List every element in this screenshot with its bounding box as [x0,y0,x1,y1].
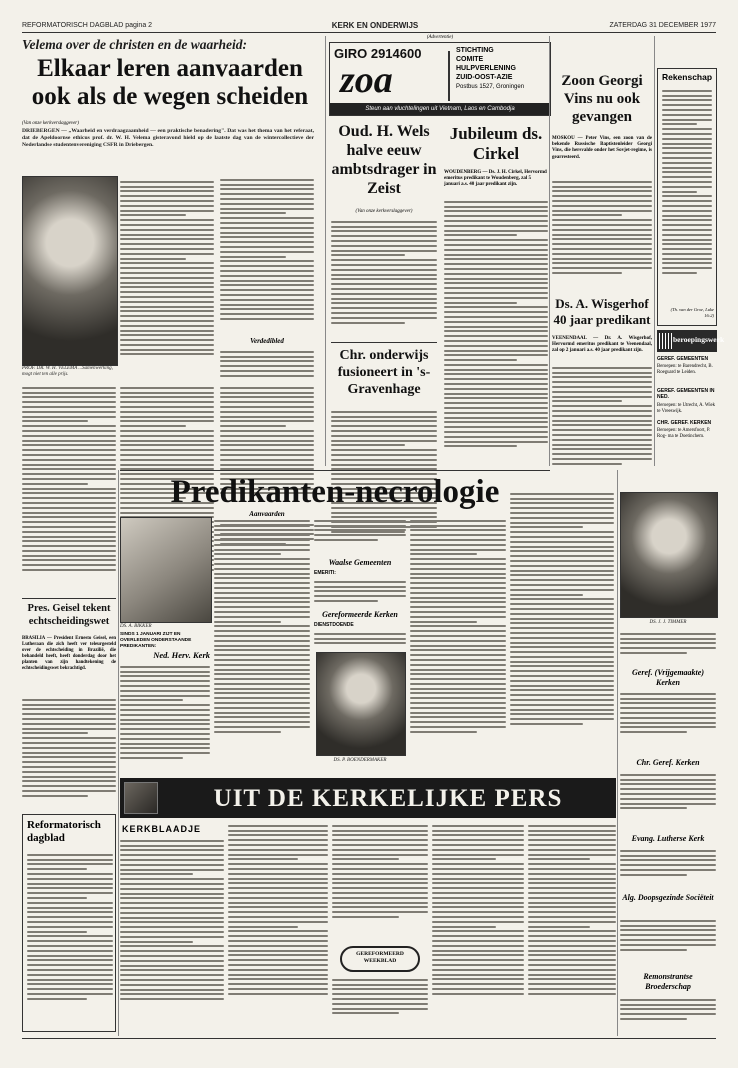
pers-col-5 [528,822,616,1034]
geisel-rule [22,598,116,599]
denomination-ned-herv: Ned. Herv. Kerk [153,650,210,660]
necrologie-col-1 [120,663,210,773]
jubileum-lead: WOUDENBERG — Ds. J. H. Cirkel, Hervormd emeritus predikant te Woudenberg, zal 5 januari a.s. 40 jaar predikant zijn. [444,170,547,188]
beroepingswerk-banner [657,330,725,352]
ad-line-1: STICHTING [456,47,494,54]
bikker-caption: DS. A. BIKKER [120,624,152,629]
lead-subhead-1: Verdedibled [250,337,284,345]
ad-giro: GIRO 2914600 [334,46,422,61]
necrologie-col-3c [314,630,406,650]
lead-column-1 [120,178,214,378]
geisel-body [22,696,116,810]
pers-banner [120,778,616,818]
necrologie-intro: SINDS 1 JANUARI ZIJT EN OVERLEDEN ONDERSTAANDE PREDIKANTEN: [120,632,192,649]
ad-label: (Advertentie) [426,35,454,40]
gereformeerd-weekblad-title: GEREFORMEERD WEEKBLAD [356,951,404,964]
beroeping-text-3: Beroepen: te Amersfoort, P. Rog- ma te Doetinchem. [657,428,711,439]
pers-col-3b [332,976,428,1034]
bikker-photo [120,517,212,623]
header-date: ZATERDAG 31 DECEMBER 1977 [609,22,716,29]
denomination-geref-kerken: Gereformeerde Kerken [322,610,398,619]
lead-byline: (Van onze kerkverslaggever) [22,121,79,126]
zoon-lead: MOSKOU — Peter Vins, een zoon van de bekende Russische Baptistenleider Georgi Vins, die hersvalde onder het Sovjet-regime, is gearresteerd. [552,136,652,160]
lead-intro: DRIEBERGEN — „Waarheid en verdraagzaamheid — een praktische benadering". Dat was het thema van het referaat, dat de Apeldoornse ethicus prof. dr. W. H. Velema gisteravond hield op de laatste dag van de wintercollectieve der Nederlandse studentenvereniging CSFR in Driebergen. [22,128,314,148]
denomination-lutherse: Evang. Lutherse Kerk [631,834,705,843]
wels-body [331,218,437,340]
rekenschap-title: Rekenschap [661,72,713,82]
pers-col-3 [332,822,428,942]
rd-info-box [22,814,116,1032]
denomination-doopsgezind: Alg. Doopsgezinde Sociëteit [622,893,714,902]
beroeping-text-1: Beroepen: te Barendrecht, B. Roeguard te Leiden. [657,364,713,375]
lead-kicker: Velema over de christen en de waarheid: [22,37,247,52]
wels-byline: (Van onze kerkverslaggever) [355,209,413,214]
necrologie-headline: Predikanten-necrologie [170,474,500,510]
rd-box-body [27,851,113,1027]
rekenschap-signature: (Th. van der Groe, Luke 16:2) [670,307,714,318]
zoa-advertisement [329,42,551,116]
wels-headline: Oud. H. Wels halve eeuw ambtsdrager in Zeist [331,123,437,197]
necrologie-col-6c [620,771,716,831]
boendermaker-caption: DS. P. BOENDERMAKER [333,758,387,763]
header-section: KERK EN ONDERWIJS [331,21,419,30]
column-rule [118,470,119,1036]
column-rule [654,36,655,466]
lead-column-2b [220,348,314,378]
ad-divider [448,51,450,101]
lead-subhead-2: Aanvaarden [249,510,285,518]
denomination-vrijgemaakt: Geref. (Vrijgemaakte) Kerken [632,668,704,687]
pers-col-4 [432,822,524,1034]
beroepingswerk-title: beroepingswerk [673,335,725,344]
timmer-photo [620,492,718,618]
wisgerhof-headline: Ds. A. Wisgerhof 40 jaar predikant [553,296,651,327]
wisgerhof-lead: VEENENDAAL — Dr. A. Wisgerhof, Hervormd emeritus predikant te Veenendaal, zal op 2 januari a.s. 40 jaar predikant zijn. [552,336,652,354]
rekenschap-body [662,87,712,305]
pers-col-1 [120,837,224,1033]
necrologie-col-2 [214,517,310,773]
necrologie-col-6e [620,917,716,969]
wisgerhof-body [552,364,652,484]
velema-caption: PROF. DR. W. H. VELEMA ...Samenwerking, mogt niet ten alle prijs. [22,366,113,377]
chr-headline: Chr. onderwijs fusioneert in 's-Gravenhage [337,348,431,397]
necrologie-col-6f [620,996,716,1036]
chr-rule [331,342,437,343]
necrologie-col-6a [620,630,716,666]
zoa-logo: zoa [340,59,393,101]
ad-line-4: ZUID-OOST-AZIE [456,74,513,81]
lead-column-2 [220,176,314,336]
denomination-chr-geref: Chr. Geref. Kerken [636,758,700,767]
beroeping-head-1: GEREF. GEMEENTEN [657,356,709,362]
denomination-remonstrant: Remonstrantse Broederschap [643,972,693,991]
kerkblaadje-title: KERKBLAADJE [122,824,202,834]
necrologie-col-5 [510,490,614,773]
beroeping-text-2: Beroepen: te Utrecht, A. Wiek te Vreeswijk. [657,403,716,414]
rd-box-title: Reformatorisch dagblad [27,819,101,844]
beroeping-head-2: GEREF. GEMEENTEN IN NED. [657,388,715,400]
rekenschap-box [657,68,717,326]
column-rule [549,36,550,466]
ad-line-5: Postbus 1527, Groningen [456,84,525,90]
velema-photo [22,176,118,366]
jubileum-body [444,198,548,484]
book-icon [659,333,673,349]
pers-banner-title: UIT DE KERKELIJKE PERS [213,785,563,812]
label-dienstdoende: DIENSTDOENDE [314,622,354,628]
timmer-caption: DS. J. J. TIMMER [649,620,687,625]
zoon-body [552,178,652,288]
header-rule [22,32,716,33]
necrologie-col-6b [620,690,716,756]
footer-rule [22,1038,716,1039]
beroeping-head-3: CHR. GEREF. KERKEN [657,420,712,426]
necrologie-col-3b [314,578,406,608]
jubileum-headline: Jubileum ds. Cirkel [449,124,543,163]
gereformeerd-weekblad-logo [340,946,420,972]
necrologie-col-4 [410,517,506,773]
lead-column-3 [22,384,116,594]
geisel-headline: Pres. Geisel tekent echtscheidingswet [27,603,111,627]
ad-line-3: HULPVERLENING [456,65,516,72]
pers-col-2 [228,822,328,1034]
ad-line-2: COMITE [456,56,484,63]
necrologie-col-3a [314,517,406,557]
denomination-waalse: Waalse Gemeenten [328,558,392,567]
necrologie-top-rule [120,470,550,471]
header-left: REFORMATORISCH DAGBLAD pagina 2 [22,22,153,29]
necrologie-col-6d [620,847,716,891]
lead-headline: Elkaar leren aanvaarden ook als de wegen scheiden [31,55,309,110]
ad-bottom-banner: Steun aan vluchtelingen uit Vietnam, Laos en Cambodja [330,103,550,115]
geisel-lead: BRASILIA — President Ernesto Geisel, een Lutheraan die zich heeft ver teleurgesteld over de echtscheiding in Brazilië, die behandeld heeft, heeft donderdag door het planten van zijn handtekening de echtscheidingswet bekrachtigd. [22,636,116,671]
zoon-headline: Zoon Georgi Vins nu ook gevangen [561,73,643,125]
boendermaker-photo [316,652,406,756]
press-illustration-icon [124,782,158,814]
column-rule [325,36,326,466]
label-emeriti: EMERITI: [314,570,336,576]
column-rule [617,470,618,1036]
